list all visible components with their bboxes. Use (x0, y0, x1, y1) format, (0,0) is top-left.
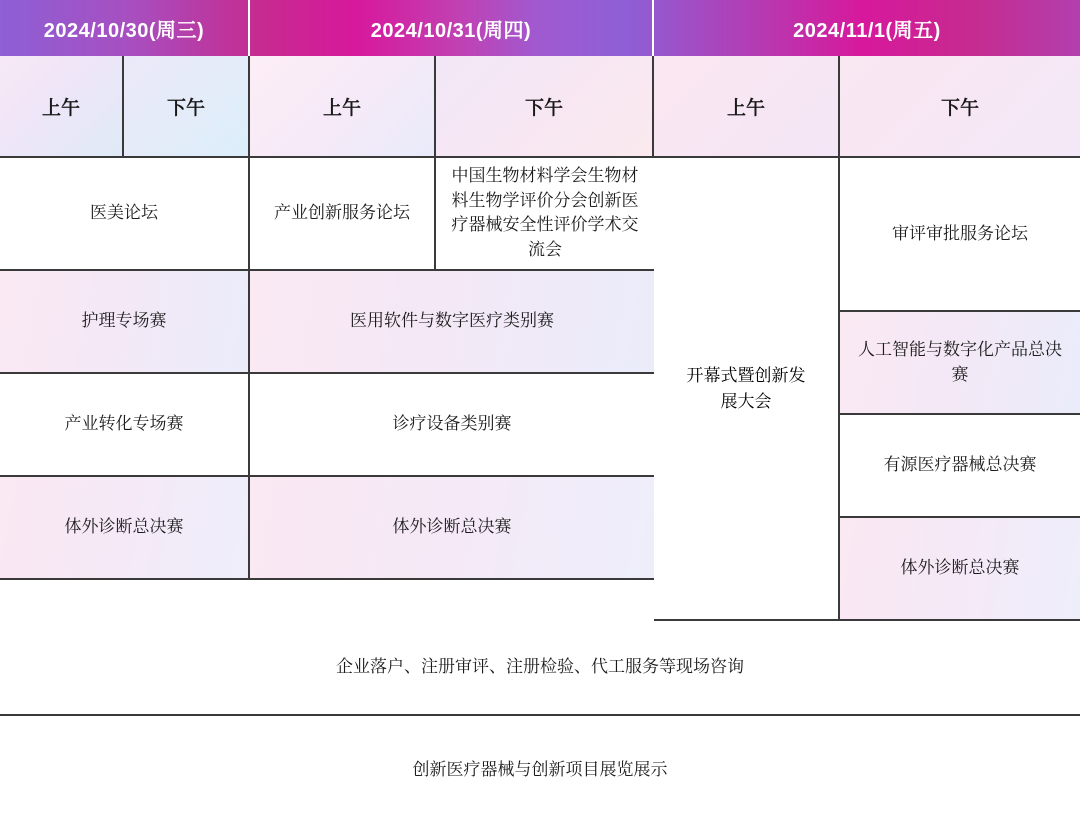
row-onsite-consultation (0, 621, 1080, 716)
row-nursing (0, 271, 654, 374)
cell-day3-am-opening-ceremony: 开幕式暨创新发展大会 (654, 158, 840, 621)
row-ivd (0, 477, 654, 580)
cell-day3-pm-review-forum: 审评审批服务论坛 (840, 158, 1080, 312)
cell-day1-ivd: 体外诊断总决赛 (0, 477, 250, 580)
cell-day2-nursing: 医用软件与数字医疗类别赛 (250, 271, 654, 374)
cell-day3-pm-active-device-final: 有源医疗器械总决赛 (840, 415, 1080, 518)
cell-day2-am-forum: 产业创新服务论坛 (250, 158, 436, 271)
slot-header-day1-pm: 下午 (124, 56, 250, 158)
cell-day3-pm-ai-final: 人工智能与数字化产品总决赛 (840, 312, 1080, 415)
slot-header-day1-am: 上午 (0, 56, 124, 158)
cell-day2-transformation: 诊疗设备类别赛 (250, 374, 654, 477)
cell-exhibition: 创新医疗器械与创新项目展览展示 (0, 716, 1080, 824)
slot-header-day3-am: 上午 (654, 56, 840, 158)
schedule-body (0, 158, 1080, 825)
cell-day3-pm-ivd-final: 体外诊断总决赛 (840, 518, 1080, 621)
cell-day2-ivd: 体外诊断总决赛 (250, 477, 654, 580)
schedule-left-columns (0, 158, 654, 621)
row-transformation (0, 374, 654, 477)
date-header-day1: 2024/10/30(周三) (0, 0, 250, 56)
slot-header-day2-am: 上午 (250, 56, 436, 158)
cell-day1-forum: 医美论坛 (0, 158, 250, 271)
slot-header-day3-pm: 下午 (840, 56, 1080, 158)
date-header-day2: 2024/10/31(周四) (250, 0, 654, 56)
cell-day2-pm-forum: 中国生物材料学会生物材料生物学评价分会创新医疗器械安全性评价学术交流会 (436, 158, 654, 271)
cell-day1-nursing: 护理专场赛 (0, 271, 250, 374)
cell-day1-transformation: 产业转化专场赛 (0, 374, 250, 477)
cell-onsite-consultation: 企业落户、注册审评、注册检验、代工服务等现场咨询 (0, 621, 1080, 716)
schedule-main-split (0, 158, 1080, 621)
row-forums (0, 158, 654, 271)
row-exhibition (0, 716, 1080, 824)
slot-header-row (0, 56, 1080, 158)
date-header-day3: 2024/11/1(周五) (793, 19, 941, 42)
date-header-row (0, 0, 1080, 56)
slot-header-day2-pm: 下午 (436, 56, 654, 158)
schedule-day3-pm-column (840, 158, 1080, 621)
